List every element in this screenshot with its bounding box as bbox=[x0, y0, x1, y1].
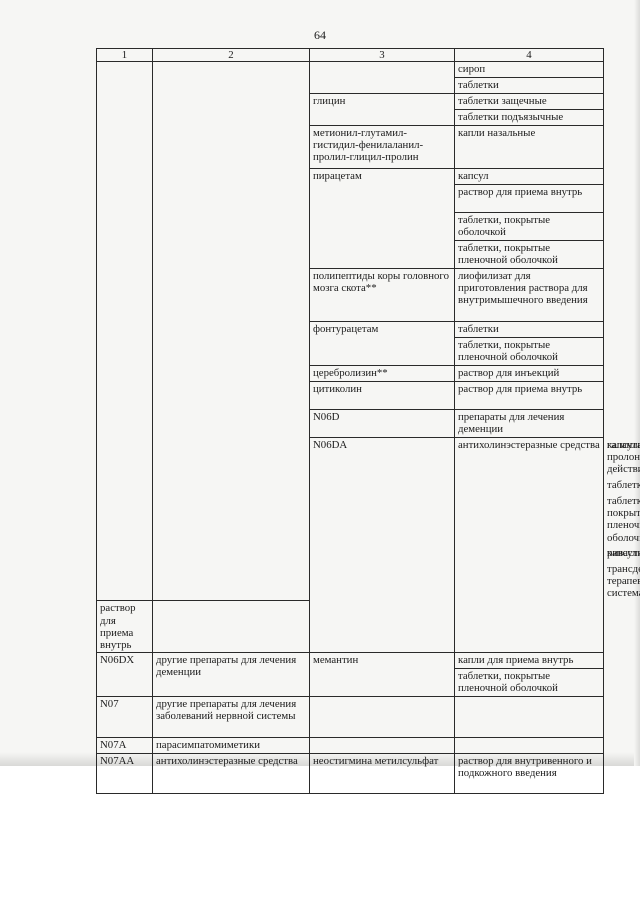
drug-cell: метионил-глутамил-гистидил-фенилаланил-пролил-глицил-пролин bbox=[310, 126, 455, 169]
drug-cell: фонтурацетам bbox=[310, 322, 455, 366]
drug-cell: церебролизин** bbox=[310, 366, 455, 382]
drug-cell: пирацетам bbox=[310, 169, 455, 269]
code-cell: N06DX bbox=[97, 653, 153, 697]
form-cell: сироп bbox=[455, 62, 604, 78]
form-cell: лиофилизат для приготовления раствора для внутримышечного введения bbox=[455, 269, 604, 322]
form-cell: таблетки bbox=[455, 322, 604, 338]
drug-cell: глицин bbox=[310, 94, 455, 126]
group-cell: антихолинэстеразные средства bbox=[153, 754, 310, 794]
form-cell: раствор для внутривенного и подкожного введения bbox=[455, 754, 604, 794]
drug-cell: неостигмина метилсульфат bbox=[310, 754, 455, 794]
form-cell: таблетки подъязычные bbox=[455, 110, 604, 126]
form-cell: таблетки, покрытые оболочкой bbox=[455, 213, 604, 241]
table-row bbox=[97, 653, 604, 669]
table-row bbox=[97, 697, 604, 738]
drug-cell: мемантин bbox=[310, 653, 455, 697]
form-cell: таблетки, покрытые пленочной оболочкой bbox=[455, 338, 604, 366]
form-cell: раствор для приема внутрь bbox=[455, 185, 604, 213]
drug-cell bbox=[310, 738, 455, 754]
form-cell: капсул bbox=[455, 169, 604, 185]
table-row bbox=[97, 738, 604, 754]
form-cell: таблетки bbox=[455, 78, 604, 94]
drug-cell bbox=[310, 62, 455, 94]
group-cell: препараты для лечения деменции bbox=[455, 410, 604, 438]
group-cell: другие препараты для лечения заболеваний нервной системы bbox=[153, 697, 310, 738]
page-number: 64 bbox=[314, 28, 326, 42]
form-cell bbox=[455, 697, 604, 738]
drug-table bbox=[96, 48, 604, 794]
form-cell: капли для приема внутрь bbox=[455, 653, 604, 669]
code-cell: N06D bbox=[310, 410, 455, 438]
code-cell: N07 bbox=[97, 697, 153, 738]
code-cell: N07A bbox=[97, 738, 153, 754]
group-cell: другие препараты для лечения деменции bbox=[153, 653, 310, 697]
drug-cell: цитиколин bbox=[310, 382, 455, 410]
drug-cell bbox=[310, 697, 455, 738]
group-cell: парасимпатомиметики bbox=[153, 738, 310, 754]
form-cell: капли назальные bbox=[455, 126, 604, 169]
table-header-row bbox=[97, 49, 604, 62]
form-cell: раствор для приема внутрь bbox=[455, 382, 604, 410]
form-cell bbox=[455, 738, 604, 754]
code-cell bbox=[97, 62, 153, 601]
form-cell: таблетки, покрытые пленочной оболочкой bbox=[455, 241, 604, 269]
code-cell: N06DA bbox=[310, 438, 455, 653]
form-cell: таблетки, покрытые пленочной оболочкой bbox=[455, 669, 604, 697]
header-cell: 4 bbox=[455, 49, 604, 62]
code-cell: N07AA bbox=[97, 754, 153, 794]
drug-cell: полипептиды коры головного мозга скота** bbox=[310, 269, 455, 322]
header-cell: 3 bbox=[310, 49, 455, 62]
header-cell: 1 bbox=[97, 49, 153, 62]
group-cell bbox=[153, 62, 310, 601]
form-cell: раствор для приема внутрь bbox=[97, 601, 153, 653]
group-cell: антихолинэстеразные средства bbox=[455, 438, 604, 653]
scan-edge-right bbox=[634, 0, 640, 766]
table-row bbox=[97, 754, 604, 794]
header-cell: 2 bbox=[153, 49, 310, 62]
form-cell: таблетки защечные bbox=[455, 94, 604, 110]
table-row bbox=[97, 62, 604, 78]
form-cell: раствор для инъекций bbox=[455, 366, 604, 382]
